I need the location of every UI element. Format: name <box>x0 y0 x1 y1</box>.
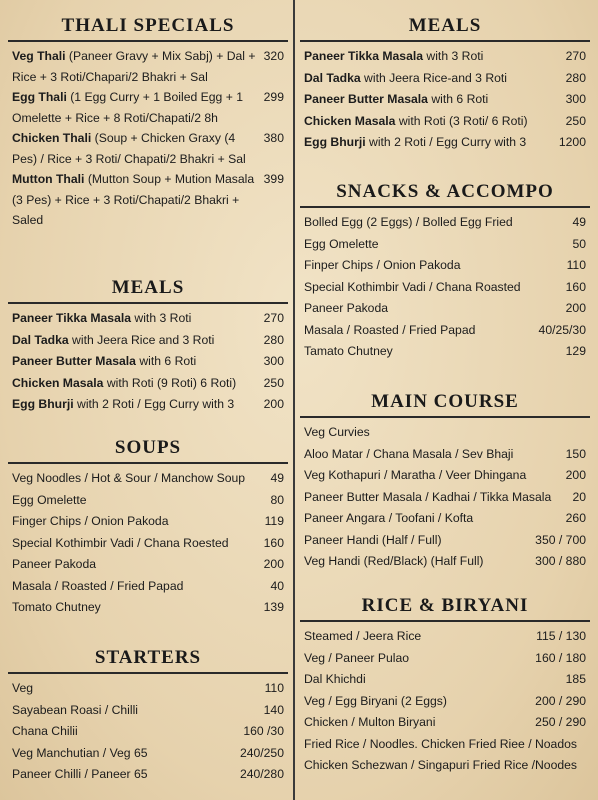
menu-item-name: Chicken Schezwan / Singapuri Fried Rice /Noodes <box>304 758 577 772</box>
menu-item <box>8 700 288 722</box>
menu-item-price: 270 <box>263 311 284 325</box>
menu-item <box>300 277 590 299</box>
menu-item-name <box>304 89 566 111</box>
menu-item-price: 250 / 290 <box>535 715 586 729</box>
menu-item-desc: with Jeera Rice and 3 Roti <box>68 332 215 347</box>
menu-item-price: 299 <box>263 90 284 104</box>
menu-item-desc: with 6 Roti <box>135 354 197 368</box>
menu-item-name <box>12 87 264 128</box>
section-rule <box>8 40 288 42</box>
menu-item-desc: with 2 Roti / Egg Curry with 3 <box>73 397 235 411</box>
menu-item <box>300 487 590 509</box>
section-rule <box>300 206 590 208</box>
menu-item <box>300 551 590 573</box>
menu-item <box>300 422 590 444</box>
menu-item <box>300 508 590 530</box>
menu-item-name: Paneer Butter Masala / Kadhai / Tikka Masala <box>304 489 552 504</box>
menu-item-name: Aloo Matar / Chana Masala / Sev Bhaji <box>304 446 514 461</box>
menu-item-title: Paneer Tikka Masala <box>12 311 132 325</box>
menu-item-desc: with 2 Roti / Egg Curry with 3 <box>365 135 527 149</box>
menu-item-name <box>12 394 264 416</box>
menu-item-name <box>12 351 264 373</box>
section-title: MEALS <box>408 15 482 36</box>
menu-item-desc: with 3 Roti <box>423 49 484 63</box>
menu-item <box>300 255 590 277</box>
menu-item-price: 150 <box>565 446 586 461</box>
menu-item-price: 380 <box>263 131 284 145</box>
menu-item-name: Egg Omelette <box>304 236 379 251</box>
menu-item <box>300 734 590 756</box>
menu-item-title: Egg Thali <box>12 90 67 104</box>
menu-item-name: Bolled Egg (2 Eggs) / Bolled Egg Fried <box>304 215 513 229</box>
menu-item-price: 200 <box>263 557 284 571</box>
menu-item-name: Finger Chips / Onion Pakoda <box>12 514 169 528</box>
menu-item <box>8 597 288 619</box>
menu-item <box>300 111 590 133</box>
menu-item <box>8 533 288 555</box>
menu-item-name <box>12 128 264 169</box>
menu-item-name <box>12 373 264 395</box>
menu-item <box>300 341 590 363</box>
menu-item-name: Special Kothimbir Vadi / Chana Roasted <box>304 279 521 294</box>
menu-item-price: 280 <box>263 332 284 347</box>
menu-item-price: 320 <box>263 49 284 63</box>
menu-item-desc: with Jeera Rice-and 3 Roti <box>360 70 507 85</box>
menu-item-price: 139 <box>263 600 284 614</box>
menu-item-desc: with 3 Roti <box>131 311 192 325</box>
section-rule <box>8 462 288 464</box>
menu-item-desc: with Roti (9 Roti) 6 Roti) <box>103 375 237 390</box>
menu-item-price: 40 <box>270 578 284 593</box>
menu-item-name: Paneer Pakoda <box>304 301 389 315</box>
menu-item-price: 270 <box>565 49 586 63</box>
menu-item-title: Dal Tadka <box>12 332 69 347</box>
menu-item-desc: with 6 Roti <box>427 92 489 106</box>
menu-item <box>8 351 288 373</box>
section-rice-biryani <box>300 594 590 777</box>
menu-item-name <box>12 330 264 352</box>
menu-item-name: Veg / Egg Biryani (2 Eggs) <box>304 693 447 708</box>
menu-item <box>300 626 590 648</box>
menu-item <box>300 712 590 734</box>
menu-item-price: 80 <box>270 492 284 507</box>
section-title: RICE & BIRYANI <box>361 595 529 616</box>
menu-item-price: 110 <box>264 681 284 695</box>
section-title: STARTERS <box>94 647 202 668</box>
menu-item <box>8 394 288 416</box>
menu-item-name <box>304 111 566 133</box>
menu-item <box>8 373 288 395</box>
menu-item <box>300 68 590 90</box>
menu-item-title: Paneer Butter Masala <box>304 92 428 106</box>
menu-item <box>300 669 590 691</box>
menu-item-price: 260 <box>565 511 586 525</box>
menu-item <box>300 234 590 256</box>
menu-item-name <box>304 68 566 90</box>
menu-item-price: 110 <box>566 258 586 272</box>
menu-item-desc: (Paneer Gravy + Mix Sabj) + Dal + Rice + 3 Roti/Chapari/2 Bhakri + Sal <box>12 49 256 84</box>
menu-item-title: Veg Thali <box>12 49 66 63</box>
menu-item-price: 160 / 180 <box>535 650 586 665</box>
menu-item-name: Dal Khichdi <box>304 672 366 686</box>
menu-item <box>8 490 288 512</box>
menu-item <box>8 87 288 128</box>
menu-item-name: Finper Chips / Onion Pakoda <box>304 258 461 272</box>
menu-item-title: Mutton Thali <box>12 172 85 186</box>
menu-item-name: Egg Omelette <box>12 492 87 507</box>
section-meals-left <box>8 276 288 416</box>
section-rule <box>300 40 590 42</box>
section-thali-specials <box>8 14 288 231</box>
menu-item <box>8 511 288 533</box>
section-starters <box>8 646 288 786</box>
column-divider <box>293 0 295 800</box>
menu-item <box>8 468 288 490</box>
menu-item-price: 185 <box>565 672 586 686</box>
menu-item <box>300 298 590 320</box>
menu-item-name: Paneer Handi (Half / Full) <box>304 532 442 547</box>
menu-item-name: Veg Noodles / Hot & Sour / Manchow Soup <box>12 471 246 485</box>
menu-item-price: 350 / 700 <box>535 532 586 547</box>
section-rule <box>300 416 590 418</box>
menu-item-price: 300 / 880 <box>535 554 586 568</box>
menu-item-price: 300 <box>263 354 284 368</box>
section-title: MEALS <box>111 277 185 298</box>
menu-item-title: Paneer Butter Masala <box>12 354 136 368</box>
menu-item-name: Chicken / Multon Biryani <box>304 715 436 729</box>
menu-item-price: 200 <box>565 468 586 482</box>
menu-item-price: 49 <box>270 471 284 485</box>
section-rule <box>8 302 288 304</box>
menu-item <box>300 320 590 342</box>
section-meals-right <box>300 14 590 154</box>
menu-item-name: Veg Handi (Red/Black) (Half Full) <box>304 554 484 568</box>
menu-item-desc: (Mutton Soup + Mution Masala (3 Pes) + Rice + 3 Roti/Chapati/2 Bhakri + Saled <box>12 172 255 227</box>
menu-item-name: Veg Curvies <box>304 425 370 439</box>
menu-item-price: 160 <box>263 535 284 550</box>
menu-item-price: 300 <box>565 92 586 106</box>
menu-item-price: 20 <box>572 489 586 504</box>
menu-item-price: 49 <box>572 215 586 229</box>
menu-item <box>300 46 590 68</box>
menu-item-price: 140 <box>263 702 284 717</box>
menu-item-price: 250 <box>263 375 284 390</box>
section-rule <box>300 620 590 622</box>
menu-item-name: Chana Chilii <box>12 724 78 738</box>
menu-item-price: 115 / 130 <box>536 629 586 643</box>
menu-item <box>8 764 288 786</box>
menu-item-title: Chicken Thali <box>12 131 92 145</box>
section-snacks <box>300 180 590 363</box>
menu-item-desc: (Soup + Chicken Graxy (4 Pes) / Rice + 3 Roti/ Chapati/2 Bhakri + Sal <box>12 131 246 166</box>
menu-item-price: 129 <box>565 344 586 358</box>
menu-item <box>8 678 288 700</box>
menu-item-name: Steamed / Jeera Rice <box>304 629 422 643</box>
menu-item <box>8 308 288 330</box>
menu-item-name: Veg Kothapuri / Maratha / Veer Dhingana <box>304 468 527 482</box>
menu-item-name <box>304 46 566 68</box>
menu-item-title: Egg Bhurji <box>12 397 74 411</box>
menu-item-title: Chicken Masala <box>12 375 104 390</box>
menu-item-name: Veg / Paneer Pulao <box>304 650 410 665</box>
menu-item <box>8 554 288 576</box>
menu-item-name: Sayabean Roasi / Chilli <box>12 702 139 717</box>
menu-item <box>8 128 288 169</box>
menu-item <box>8 576 288 598</box>
menu-item-price: 280 <box>565 70 586 85</box>
menu-item <box>8 46 288 87</box>
menu-item <box>300 755 590 777</box>
menu-item-name: Masala / Roasted / Fried Papad <box>304 322 476 337</box>
menu-item-desc: with Roti (3 Roti/ 6 Roti) <box>395 113 528 128</box>
menu-item <box>300 648 590 670</box>
menu-item <box>300 530 590 552</box>
menu-item-price: 40/25/30 <box>538 322 586 337</box>
menu-item-name: Paneer Pakoda <box>12 557 97 571</box>
menu-item-price: 119 <box>264 514 284 528</box>
section-title: THALI SPECIALS <box>61 15 235 36</box>
menu-item <box>300 691 590 713</box>
menu-item-price: 200 <box>565 301 586 315</box>
menu-item-title: Egg Bhurji <box>304 135 366 149</box>
menu-item-price: 240/250 <box>239 745 284 760</box>
menu-item-name: Tomato Chutney <box>12 600 101 614</box>
menu-item <box>300 212 590 234</box>
menu-item <box>8 721 288 743</box>
section-title: MAIN COURSE <box>371 391 519 412</box>
menu-item-name: Fried Rice / Noodles. Chicken Fried Riee / Noados <box>304 736 577 751</box>
section-rule <box>8 672 288 674</box>
menu-item-price: 50 <box>572 236 586 251</box>
menu-item-name: Masala / Roasted / Fried Papad <box>12 578 184 593</box>
menu-item-price: 1200 <box>558 135 586 149</box>
menu-item-price: 160 <box>565 279 586 294</box>
menu-item-price: 399 <box>263 172 284 186</box>
menu-item-name <box>12 169 264 231</box>
section-main-course <box>300 390 590 573</box>
menu-item-name: Paneer Chilli / Paneer 65 <box>12 767 148 781</box>
menu-item-title: Dal Tadka <box>304 70 361 85</box>
menu-item-desc: (1 Egg Curry + 1 Boiled Egg + 1 Omelette + Rice + 8 Roti/Chapati/2 8h <box>12 90 243 125</box>
menu-item-price: 240/280 <box>239 767 284 781</box>
menu-item-name: Veg <box>12 681 34 695</box>
menu-item-name <box>304 132 559 154</box>
menu-item-title: Paneer Tikka Masala <box>304 49 424 63</box>
section-soups <box>8 436 288 619</box>
menu-item <box>300 444 590 466</box>
section-title: SOUPS <box>114 437 182 458</box>
menu-item-name: Special Kothimbir Vadi / Chana Roested <box>12 535 229 550</box>
menu-item-name: Paneer Angara / Toofani / Kofta <box>304 511 474 525</box>
menu-item-name <box>12 308 264 330</box>
menu-item-price: 160 /30 <box>243 724 284 738</box>
menu-item-name: Tamato Chutney <box>304 344 393 358</box>
menu-item <box>300 89 590 111</box>
menu-item <box>300 132 590 154</box>
menu-item <box>8 743 288 765</box>
menu-item <box>300 465 590 487</box>
menu-item-name: Veg Manchutian / Veg 65 <box>12 745 148 760</box>
menu-item-price: 250 <box>565 113 586 128</box>
menu-item-title: Chicken Masala <box>304 113 396 128</box>
menu-item-price: 200 <box>263 397 284 411</box>
menu-item-name <box>12 46 264 87</box>
menu-item-price: 200 / 290 <box>535 693 586 708</box>
section-title: SNACKS & ACCOMPO <box>336 181 554 202</box>
menu-item <box>8 330 288 352</box>
menu-item <box>8 169 288 231</box>
